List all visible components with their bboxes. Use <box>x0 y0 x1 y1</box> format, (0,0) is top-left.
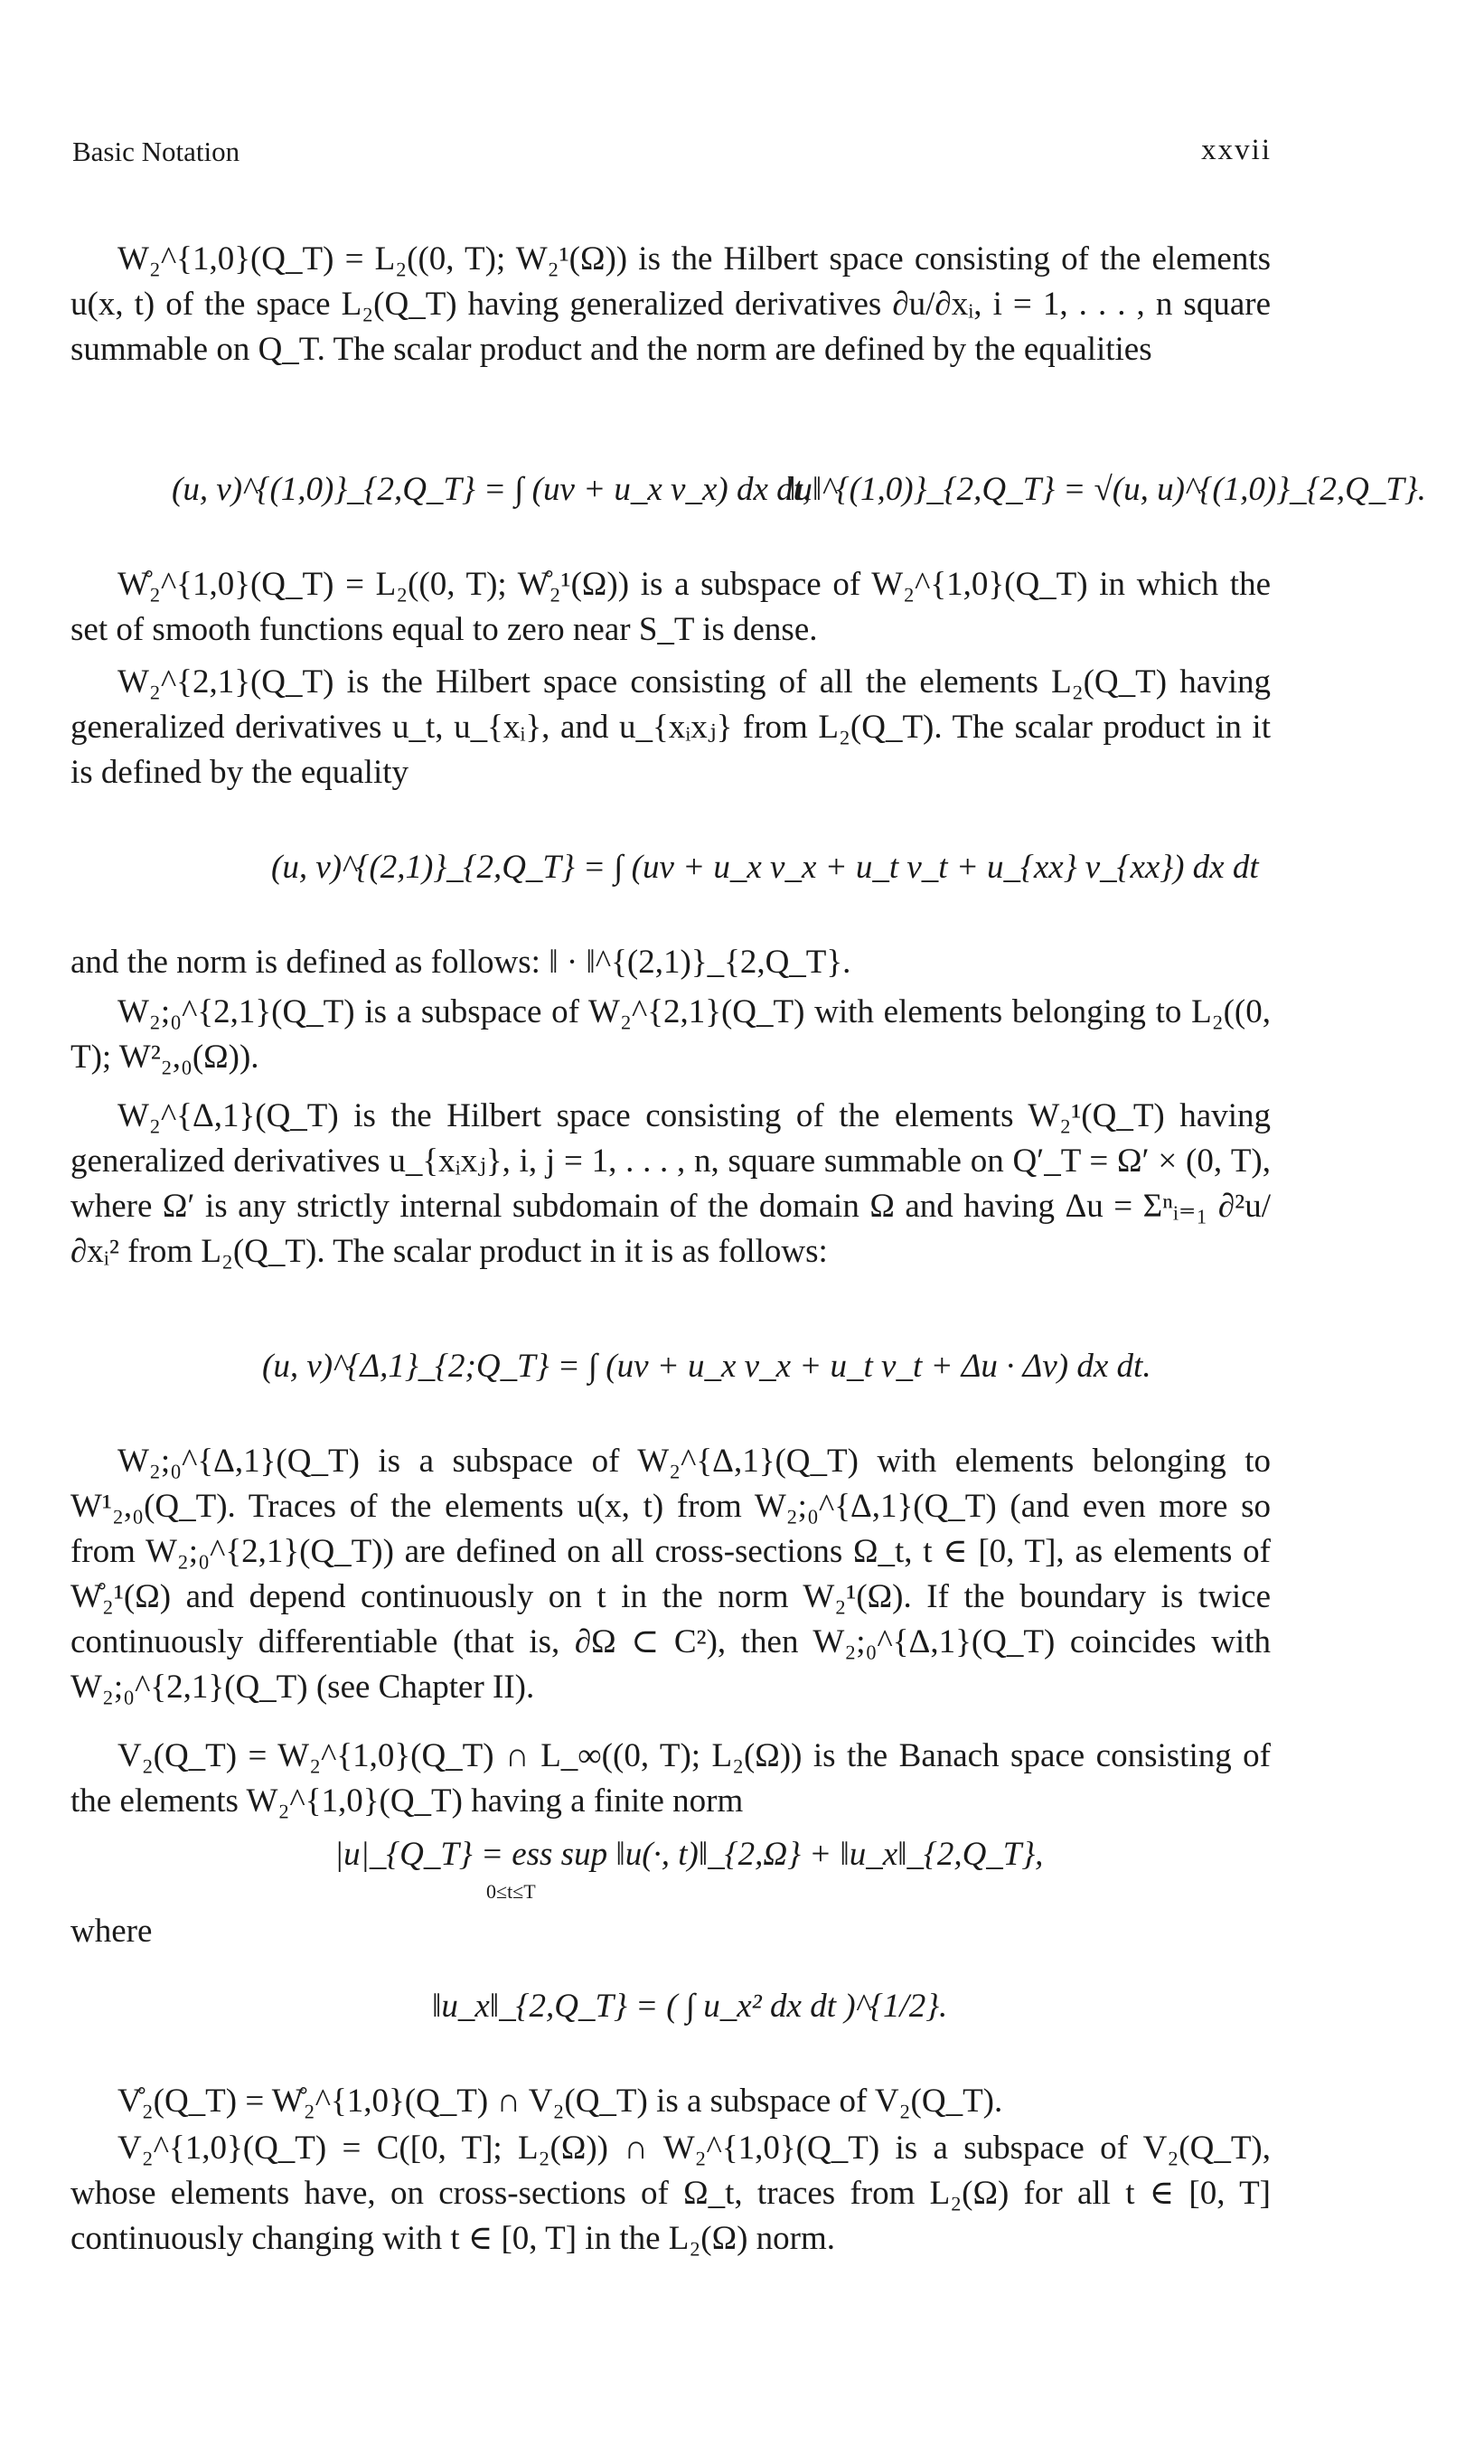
equation-scalar-product-21-text: (u, v)^{(2,1)}_{2,Q_T} = ∫ (uv + u_x v_x + u_t v_t + u_{xx} v_{xx}) dx dt <box>271 849 1259 886</box>
equation-v2-norm-text: |u|_{Q_T} = ess sup ‖u(·, t)‖_{2,Ω} + ‖u_x‖_{2,Q_T}, <box>334 1836 1044 1873</box>
equation-scalar-product-10-text: (u, v)^{(1,0)}_{2,Q_T} = ∫ (uv + u_x v_x) dx dt, <box>172 471 812 508</box>
paragraph-v210-subspace: V₂^{1,0}(Q_T) = C([0, T]; L₂(Ω)) ∩ W₂^{1,0}(Q_T) is a subspace of V₂(Q_T), whose elements have, on cross-sections of Ω_t, traces from L₂(Ω) for all t ∈ [0, T] continuously changing with t ∈ [0, T] in the L₂(Ω) norm. <box>70 2130 1271 2257</box>
equation-scalar-product-delta1 <box>262 1347 1151 1386</box>
paragraph-w210-subspace: W̊₂^{1,0}(Q_T) = L₂((0, T); W̊₂¹(Ω)) is a subspace of W₂^{1,0}(Q_T) in which the set of smooth functions equal to zero near S_T is dense. <box>70 566 1271 648</box>
page-number: xxvii <box>1201 134 1272 166</box>
paragraph-v2-ring-subspace: V̊₂(Q_T) = W̊₂^{1,0}(Q_T) ∩ V₂(Q_T) is a subspace of V₂(Q_T). <box>117 2083 1003 2120</box>
equation-ux-norm <box>432 1987 947 2026</box>
running-header-title: Basic Notation <box>72 136 240 167</box>
paragraph-w210-definition: W₂^{1,0}(Q_T) = L₂((0, T); W₂¹(Ω)) is the Hilbert space consisting of the elements u(x, t) of the space L₂(Q_T) having generalized derivatives ∂u/∂xᵢ, i = 1, . . . , n square summable on Q_T. The scalar product and the norm are defined by the equalities <box>70 240 1271 368</box>
paragraph-wdelta1-definition: W₂^{Δ,1}(Q_T) is the Hilbert space consisting of the elements W₂¹(Q_T) having generalized derivatives u_{xᵢxⱼ}, i, j = 1, . . . , n, square summable on Q′_T = Ω′ × (0, T), where Ω′ is any strictly internal subdomain of the domain Ω and having Δu = Σⁿᵢ₌₁ ∂²u/∂xᵢ² from L₂(Q_T). The scalar product in it is as follows: <box>70 1097 1271 1270</box>
paragraph-where: where <box>70 1913 153 1950</box>
equation-v2-norm <box>334 1835 1043 1874</box>
paragraph-wdelta1-zero-subspace: W₂;₀^{Δ,1}(Q_T) is a subspace of W₂^{Δ,1}(Q_T) with elements belonging to W¹₂,₀(Q_T). Traces of the elements u(x, t) from W₂;₀^{Δ,1}(Q_T) (and even more so from W₂;₀^{2,1}(Q_T)) are defined on all cross-sections Ω_t, t ∈ [0, T], as elements of W̊₂¹(Ω) and depend continuously on t in the norm W₂¹(Ω). If the boundary is twice continuously differentiable (that is, ∂Ω ⊂ C²), then W₂;₀^{Δ,1}(Q_T) coincides with W₂;₀^{2,1}(Q_T) (see Chapter II). <box>70 1443 1271 1706</box>
equation-scalar-product-10 <box>172 470 811 509</box>
ess-sup-range: 0≤t≤T <box>486 1880 536 1903</box>
equation-scalar-product-delta1-text: (u, v)^{Δ,1}_{2;Q_T} = ∫ (uv + u_x v_x + u_t v_t + Δu · Δv) dx dt. <box>262 1348 1151 1385</box>
equation-ux-norm-text: ‖u_x‖_{2,Q_T} = ( ∫ u_x² dx dt )^{1/2}. <box>432 1988 948 2025</box>
equation-norm-10 <box>786 470 1426 509</box>
paragraph-w221-definition: W₂^{2,1}(Q_T) is the Hilbert space consisting of all the elements L₂(Q_T) having generalized derivatives u_t, u_{xᵢ}, and u_{xᵢxⱼ} from L₂(Q_T). The scalar product in it is defined by the equality <box>70 663 1271 791</box>
equation-norm-10-text: ‖u‖^{(1,0)}_{2,Q_T} = √(u, u)^{(1,0)}_{2,Q_T}. <box>786 471 1426 508</box>
equation-scalar-product-21 <box>271 848 1259 887</box>
paragraph-w221-zero-subspace: W₂;₀^{2,1}(Q_T) is a subspace of W₂^{2,1}(Q_T) with elements belonging to L₂((0, T); W²₂,₀(Ω)). <box>70 993 1271 1076</box>
paragraph-norm-21: and the norm is defined as follows: ‖ · ‖^{(2,1)}_{2,Q_T}. <box>70 944 851 981</box>
paragraph-v2-definition: V₂(Q_T) = W₂^{1,0}(Q_T) ∩ L_∞((0, T); L₂(Ω)) is the Banach space consisting of the elements W₂^{1,0}(Q_T) having a finite norm <box>70 1737 1271 1820</box>
